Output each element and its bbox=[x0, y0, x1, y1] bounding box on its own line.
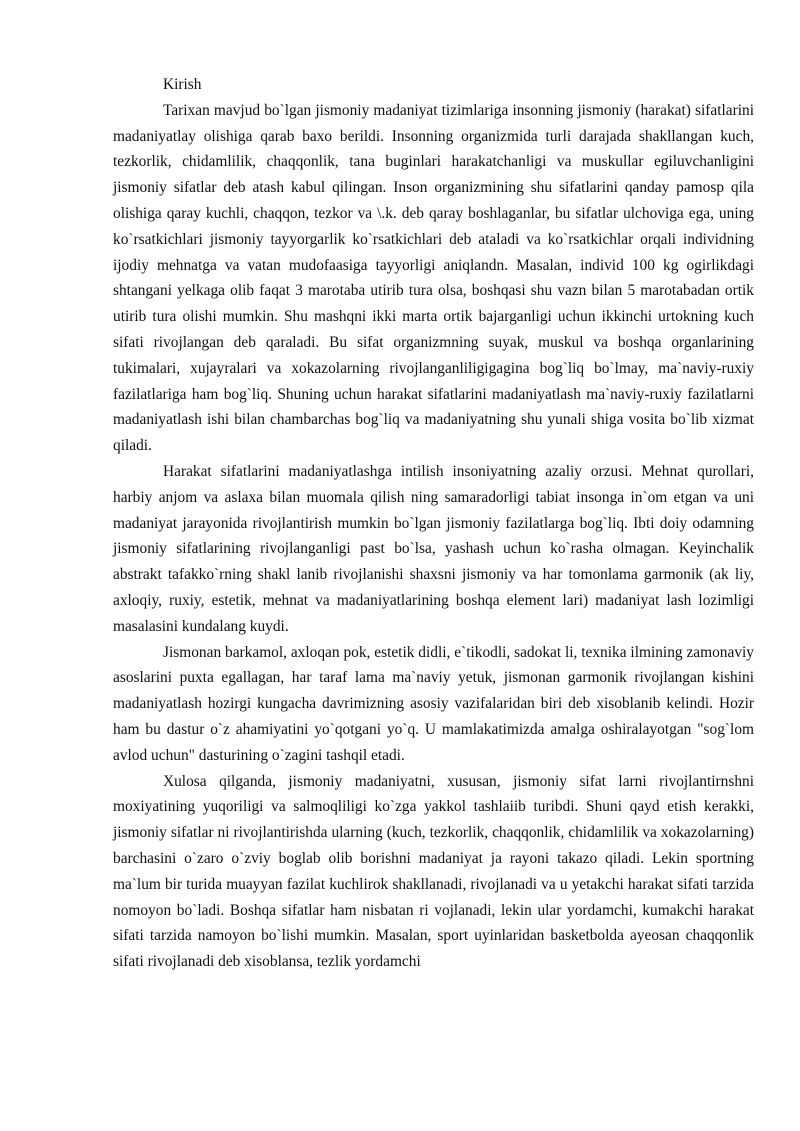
paragraph-2: Harakat sifatlarini madaniyatlashga intilish insoniyatning azaliy orzusi. Mehnat qurollari, harbiy anjom va aslaxa bilan muomala qilish ning samaradorligi tabiat insonga in`om etgan va uni madaniyat jarayonida rivojlantirish mumkin bo`lgan jismoniy fazilatlarga bog`liq. Ibti doiy odamning jismoniy sifatlarining rivojlanganligi past bo`lsa, yashash uchun ko`rasha olmagan. Keyinchalik abstrakt tafakko`rning shakl lanib rivojlanishi shaxsni jismoniy va har tomonlama garmonik (ak liy, axloqiy, ruxiy, estetik, mehnat va madaniyatlarining boshqa element lari) madaniyat lash lozimligi masalasini kundalang kuydi. bbox=[113, 462, 754, 635]
section-heading: Kirish bbox=[163, 76, 202, 93]
paragraph-1: Tarixan mavjud bo`lgan jismoniy madaniyat tizimlariga insonning jismoniy (harakat) sifatlarini madaniyatlay olishiga qarab baxo berildi. Insonning organizmida turli darajada shakllangan kuch, tezkorlik, chidamlilik, chaqqonlik, tana buginlari harakatchanligi va muskullar egiluvchanligini jismoniy sifatlar deb atash kabul qilingan. Inson organizmining shu sifatlarini qanday pamosp qila olishiga qaray kuchli, chaqqon, tezkor va \.k. deb qaray boshlaganlar, bu sifatlar ulchoviga ega, uning ko`rsatkichlari jismoniy tayyorgarlik ko`rsatkichlari deb ataladi va ko`rsatkichlar orqali individning ijodiy mehnatga va vatan mudofaasiga tayyorligi aniqlandn. Masalan, individ 100 kg ogirlikdagi shtangani yelkaga olib faqat 3 marotaba utirib tura olsa, boshqasi shu vazn bilan 5 marotabadan ortik utirib tura olishi mumkin. Shu mashqni ikki marta ortik bajarganligi uchun ikkinchi urtokning kuch sifati rivojlangan deb qaraladi. Bu sifat organizmning suyak, muskul va boshqa organlarining tukimalari, xujayralari va xokazolarning rivojlanganliligigagina bog`liq bo`lmay, ma`naviy-ruxiy fazilatlariga ham bog`liq. Shuning uchun harakat sifatlarini madaniyatlash ma`naviy-ruxiy fazilatlarni madaniyatlash ishi bilan chambarchas bog`liq va madaniyatning shu yunali shiga vosita bo`lib xizmat qiladi. bbox=[113, 101, 754, 455]
paragraph-4: Xulosa qilganda, jismoniy madaniyatni, xususan, jismoniy sifat larni rivojlantirnshni moxiyatining yuqoriligi va salmoqliligi ko`zga yakkol tashlaiib turibdi. Shuni qayd etish kerakki, jismoniy sifatlar ni rivojlantirishda ularning (kuch, tezkorlik, chaqqonlik, chidamlilik va xokazolarning) barchasini o`zaro o`zviy boglab olib borishni madaniyat ja rayoni takazo qiladi. Lekin sportning ma`lum bir turida muayyan fazilat kuchlirok shakllanadi, rivojlanadi va u yetakchi harakat sifati tarzida nomoyon bo`ladi. Boshqa sifatlar ham nisbatan ri vojlanadi, lekin ular yordamchi, kumakchi harakat sifati tarzida namoyon bo`lishi mumkin. Masalan, sport uyinlaridan basketbolda ayeosan chaqqonlik sifati rivojlanadi deb xisoblansa, tezlik yordamchi bbox=[113, 772, 754, 971]
document-page bbox=[113, 72, 754, 975]
paragraph-3: Jismonan barkamol, axloqan pok, estetik didli, e`tikodli, sadokat li, texnika ilmining zamonaviy asoslarini puxta egallagan, har taraf lama ma`naviy yetuk, jismonan garmonik rivojlangan kishini madaniyatlash hozirgi kungacha davrimizning asosiy vazifalaridan biri deb xisoblanib kelindi. Hozir ham bu dastur o`z ahamiyatini yo`qotgani yo`q. U mamlakatimizda amalga oshiralayotgan "sog`lom avlod uchun" dasturining o`zagini tashqil etadi. bbox=[113, 643, 754, 764]
